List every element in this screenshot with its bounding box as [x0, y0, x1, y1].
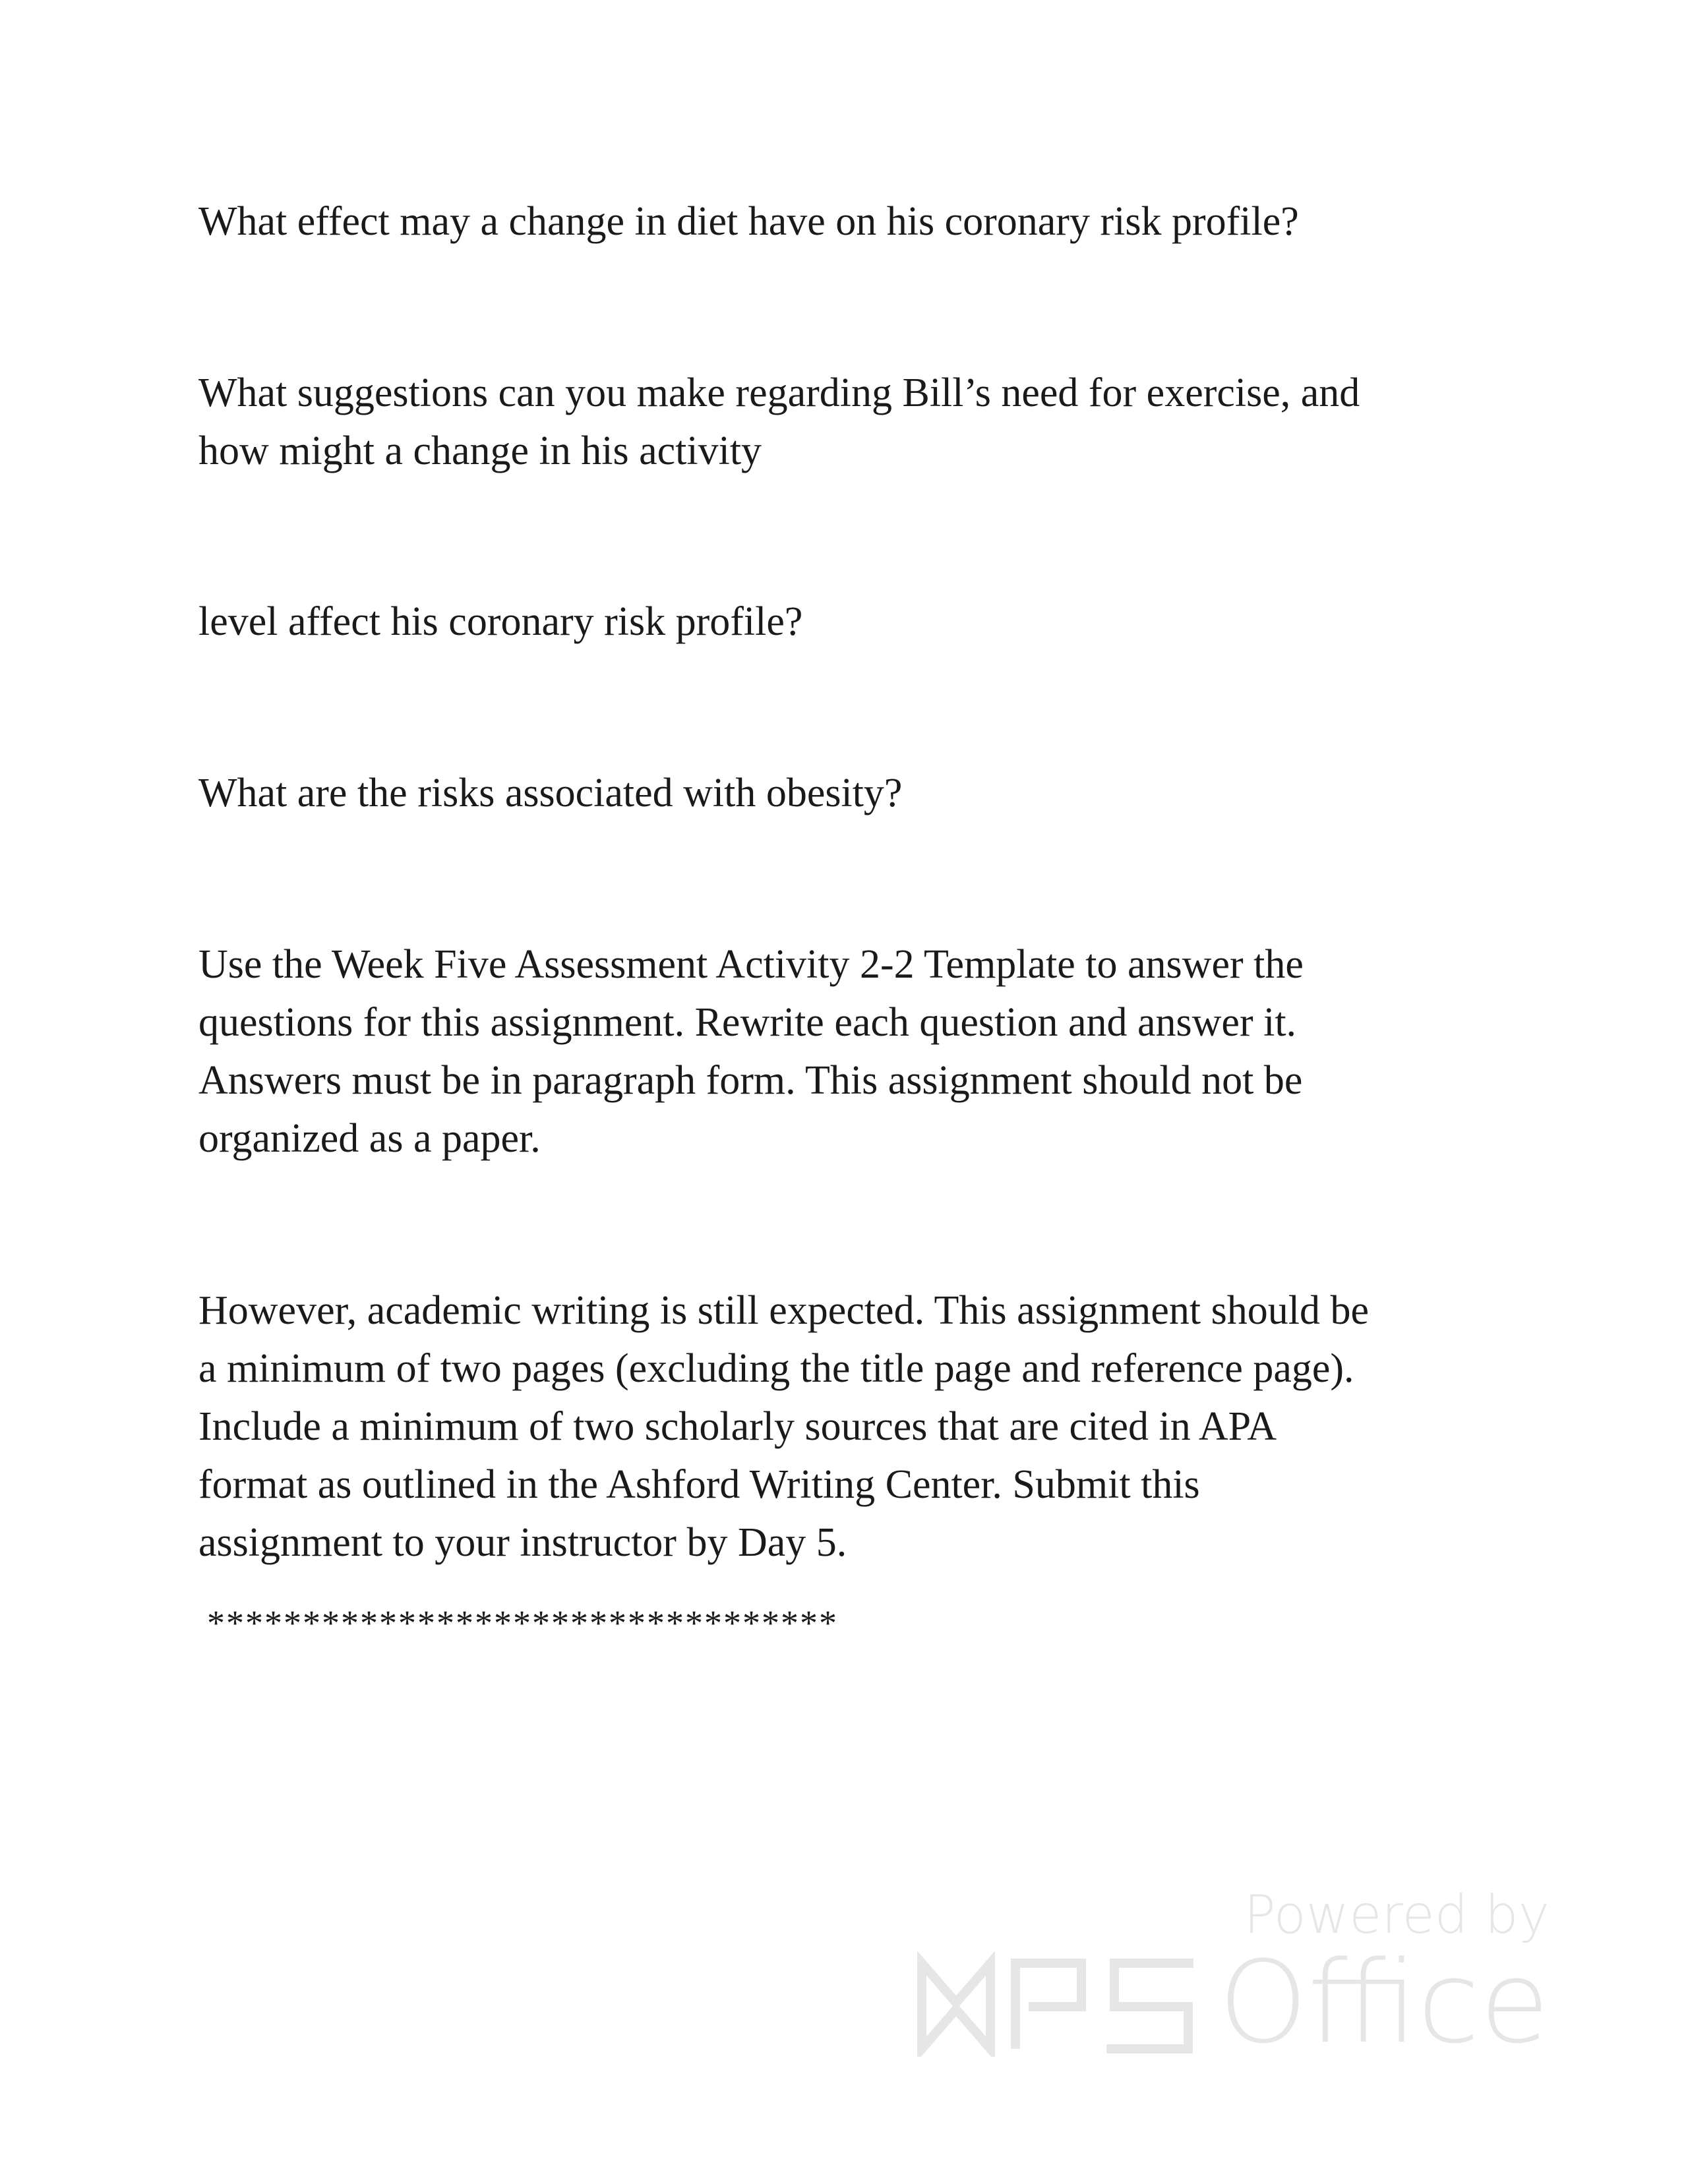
- watermark-office: Office: [1218, 1936, 1550, 2069]
- instructions-template: Use the Week Five Assessment Activity 2-2 Template to answer the questions for this assignment. Rewrite each question and answer it. Answers must be in paragraph form. This assignment should not be organized as a paper.: [198, 942, 1304, 1161]
- question-diet: What effect may a change in diet have on his coronary risk profile?: [198, 199, 1299, 244]
- instructions-requirements: However, academic writing is still expected. This assignment should be a minimum of two pages (excluding the title page and reference page). Include a minimum of two scholarly sources that are cited in APA format as outlined in the Ashford Writing Center. Submit this assignment to your instructor by Day 5.: [198, 1288, 1370, 1565]
- watermark-powered-by: Powered by: [1244, 1884, 1550, 1945]
- wps-office-watermark: [917, 1884, 1550, 2069]
- question-exercise-continued: level affect his coronary risk profile?: [198, 599, 803, 644]
- asterisk-divider: *********************************: [207, 1603, 838, 1643]
- question-obesity: What are the risks associated with obesity?: [198, 771, 903, 815]
- wps-logo-icon: [917, 1951, 1259, 2057]
- question-exercise: What suggestions can you make regarding Bill’s need for exercise, and how might a change in his activity: [198, 370, 1360, 473]
